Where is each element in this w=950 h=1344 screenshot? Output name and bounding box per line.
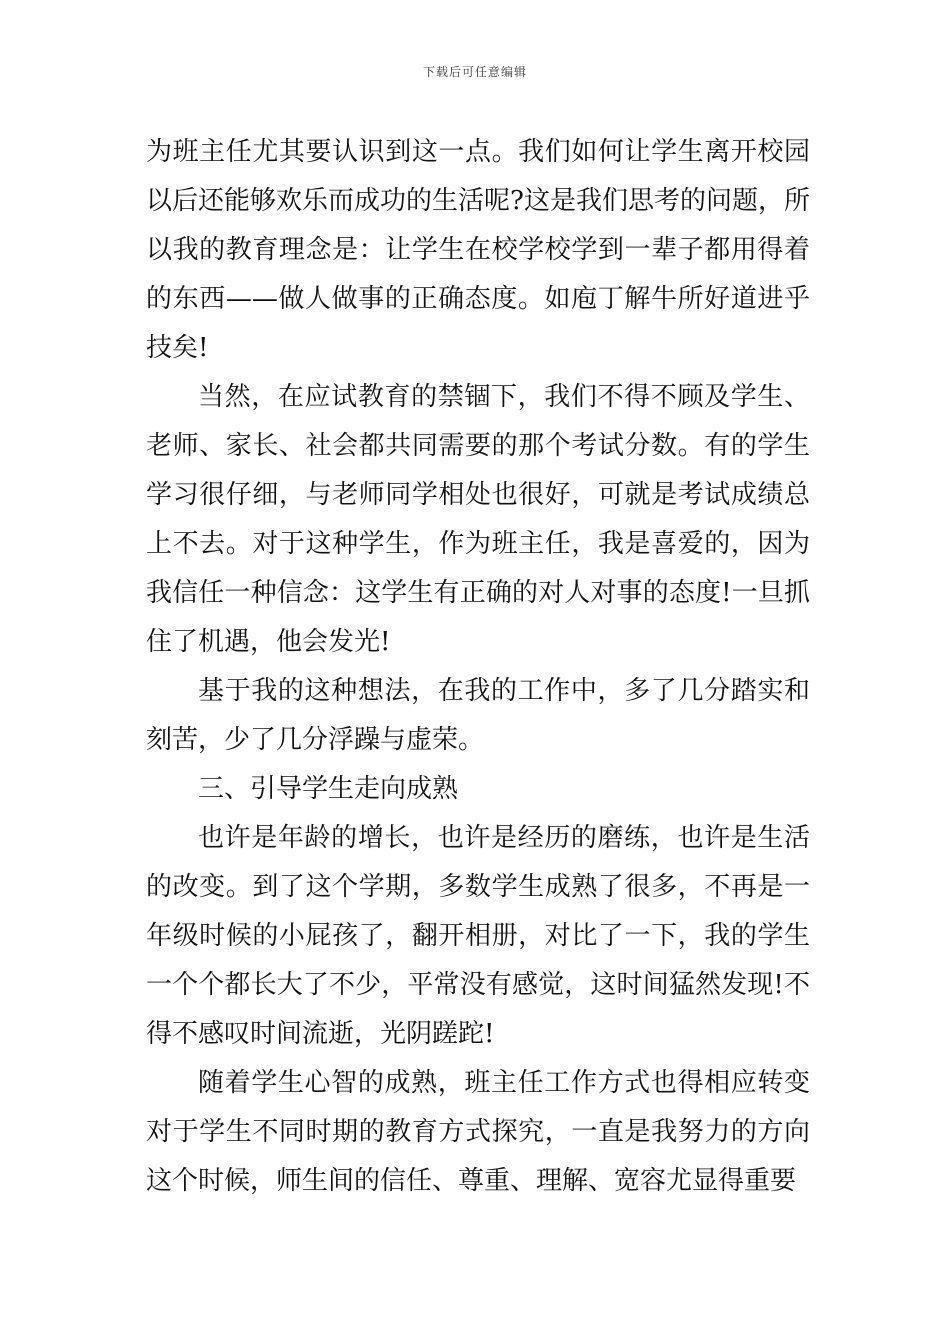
paragraph-4: 也许是年龄的增长，也许是经历的磨练，也许是生活的改变。到了这个学期，多数学生成熟了很多，不再是一年级时候的小屁孩了，翻开相册，对比了一下，我的学生一个个都长大了不少，平常没有感觉，这时间猛然发现!不得不感叹时间流逝，光阴蹉跎! [146,823,810,1049]
paragraph-1: 为班主任尤其要认识到这一点。我们如何让学生离开校园以后还能够欢乐而成功的生活呢?这是我们思考的问题，所以我的教育理念是：让学生在校学校学到一辈子都用得着的东西——做人做事的正确态度。如庖丁解牛所好道进乎技矣! [146,137,810,363]
paragraph-2: 当然，在应试教育的禁锢下，我们不得不顾及学生、老师、家长、社会都共同需要的那个考试分数。有的学生学习很仔细，与老师同学相处也很好，可就是考试成绩总上不去。对于这种学生，作为班主任，我是喜爱的，因为我信任一种信念：这学生有正确的对人对事的态度!一旦抓住了机遇，他会发光! [146,382,810,657]
paragraph-5: 随着学生心智的成熟，班主任工作方式也得相应转变对于学生不同时期的教育方式探究，一直是我努力的方向这个时候，师生间的信任、尊重、理解、宽容尤显得重要 [146,1068,810,1196]
page-header: 下载后可任意编辑 [422,65,527,79]
document-body [146,128,810,1206]
section-heading: 三、引导学生走向成熟 [198,774,459,804]
paragraph-3: 基于我的这种想法，在我的工作中，多了几分踏实和刻苦，少了几分浮躁与虚荣。 [146,676,810,755]
